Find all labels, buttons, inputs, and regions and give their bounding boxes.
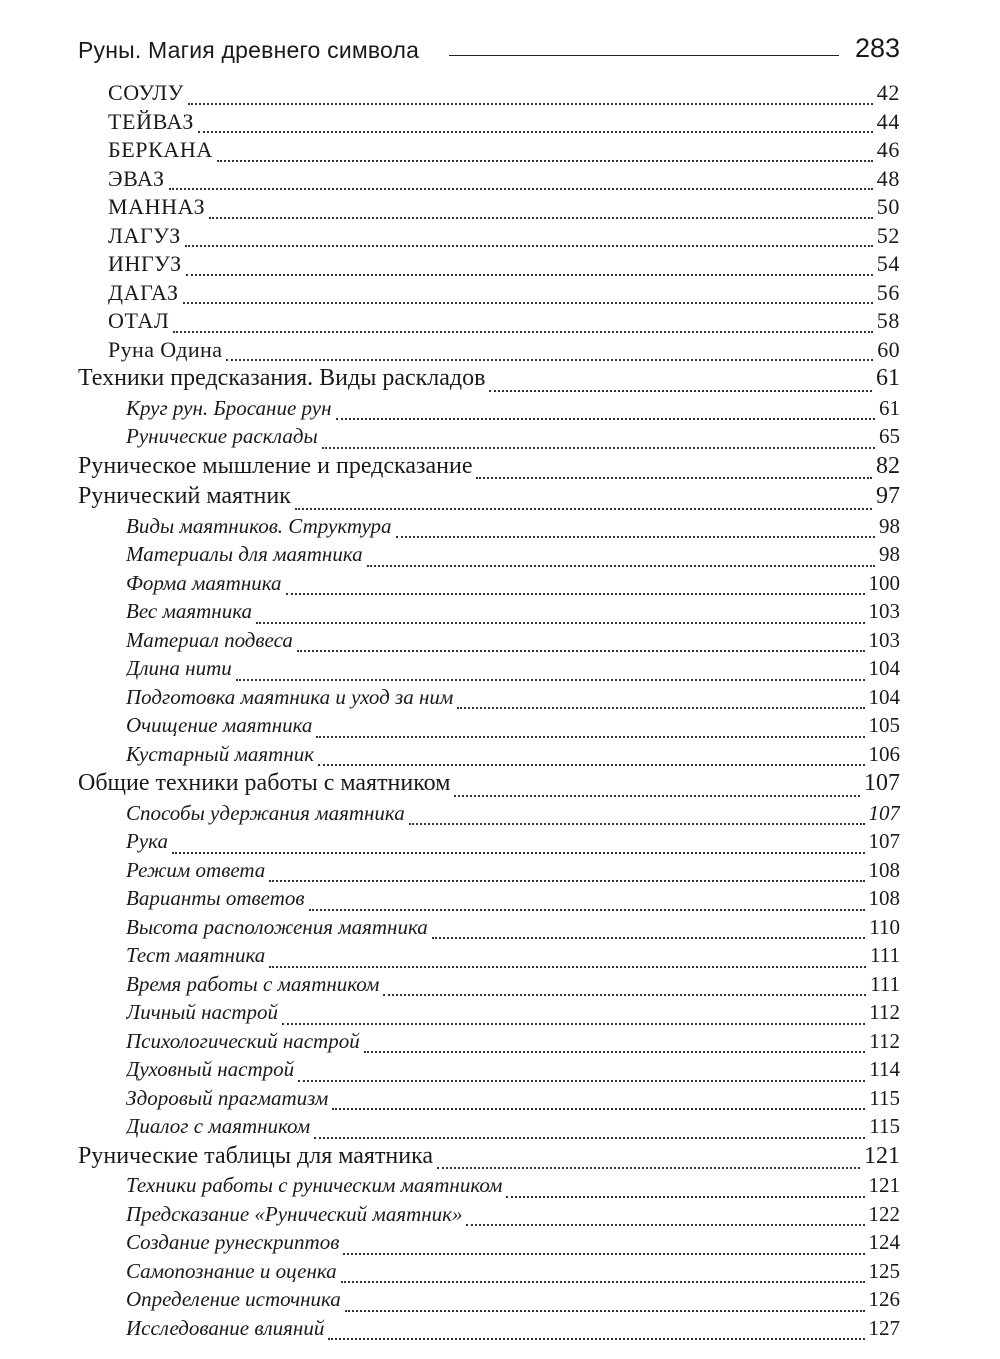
dot-leader	[367, 544, 875, 567]
toc-entry-page: 111	[870, 943, 900, 967]
toc-entry-page: 122	[868, 1201, 900, 1226]
toc-entry-page: 108	[868, 886, 900, 910]
toc-entry-title: Личный настрой	[126, 1000, 279, 1024]
dot-leader	[186, 252, 873, 276]
toc-entry[interactable]	[108, 308, 900, 337]
toc-entry-title: Самопознание и оценка	[126, 1258, 337, 1283]
dot-leader	[169, 166, 873, 190]
toc-entry[interactable]	[126, 1086, 900, 1115]
toc-entry[interactable]	[126, 1202, 900, 1231]
toc-entry-page: 107	[864, 770, 900, 796]
toc-entry[interactable]	[108, 194, 900, 223]
toc-entry-page: 61	[879, 395, 900, 420]
toc-entry-title: Рука	[126, 829, 168, 853]
toc-entry-title: Форма маятника	[126, 570, 282, 595]
toc-entry[interactable]	[126, 1230, 900, 1259]
toc-entry-title: Руна Одина	[108, 336, 223, 362]
dot-leader	[198, 109, 873, 133]
toc-entry-page: 125	[868, 1258, 900, 1283]
toc-entry[interactable]	[126, 1029, 900, 1058]
toc-entry[interactable]	[126, 1173, 900, 1202]
toc-entry-page: 44	[876, 108, 900, 134]
toc-entry[interactable]	[108, 337, 900, 366]
page-number: 283	[854, 33, 900, 63]
toc-entry-page: 112	[869, 1000, 900, 1024]
toc-entry-title: Способы удержания маятника	[126, 800, 405, 825]
toc-entry-title: Время работы с маятником	[126, 971, 380, 996]
dot-leader	[322, 426, 875, 449]
toc-entry-page: 61	[876, 365, 900, 391]
toc-entry[interactable]	[126, 801, 900, 830]
toc-entry[interactable]	[126, 858, 900, 887]
toc-entry-page: 103	[868, 599, 900, 623]
toc-entry-page: 100	[868, 570, 900, 595]
toc-entry[interactable]	[126, 1000, 900, 1029]
toc-entry[interactable]	[126, 396, 900, 425]
toc-entry-title: Создание рунескриптов	[126, 1230, 340, 1254]
dot-leader	[364, 1030, 866, 1053]
toc-entry-page: 60	[877, 336, 900, 362]
dot-leader	[236, 658, 865, 681]
toc-entry-title: ТЕЙВАЗ	[108, 108, 195, 134]
toc-entry[interactable]	[126, 1316, 900, 1345]
toc-entry-page: 121	[868, 1173, 900, 1197]
toc-entry[interactable]	[126, 599, 900, 628]
toc-entry-title: ЭВАЗ	[108, 165, 165, 191]
toc-entry[interactable]	[126, 943, 900, 972]
toc-entry[interactable]	[126, 656, 900, 685]
toc-entry-page: 115	[869, 1085, 900, 1110]
toc-entry[interactable]	[78, 453, 900, 484]
dot-leader	[256, 601, 865, 624]
toc-entry-page: 98	[879, 542, 900, 566]
toc-entry-page: 108	[868, 857, 900, 882]
toc-entry-title: Высота расположения маятника	[126, 914, 428, 939]
toc-entry-title: Виды маятников. Структура	[126, 513, 392, 538]
dot-leader	[489, 366, 872, 392]
toc-entry-page: 104	[868, 684, 900, 709]
dot-leader	[432, 916, 866, 939]
toc-entry-page: 82	[876, 452, 900, 479]
dot-leader	[298, 1059, 865, 1082]
toc-entry[interactable]	[108, 166, 900, 195]
toc-entry-page: 115	[869, 1114, 900, 1138]
dot-leader	[454, 771, 860, 797]
toc-entry-page: 42	[876, 80, 900, 105]
toc-entry[interactable]	[78, 483, 900, 514]
running-header	[78, 24, 900, 64]
toc-entry[interactable]	[126, 1287, 900, 1316]
dot-leader	[476, 453, 872, 479]
toc-entry-page: 114	[869, 1057, 900, 1081]
dot-leader	[345, 1289, 865, 1312]
toc-entry-page: 127	[868, 1315, 900, 1340]
toc-entry-title: МАННАЗ	[108, 194, 206, 219]
toc-entry-page: 54	[876, 251, 900, 276]
toc-entry-page: 110	[869, 914, 900, 939]
header-rule	[449, 55, 839, 56]
toc-entry-page: 106	[868, 741, 900, 766]
dot-leader	[209, 195, 873, 219]
dot-leader	[506, 1175, 864, 1198]
toc-entry[interactable]	[126, 685, 900, 714]
toc-entry[interactable]	[126, 1259, 900, 1288]
toc-entry-page: 98	[879, 513, 900, 538]
toc-entry[interactable]	[126, 713, 900, 742]
toc-entry-title: Психологический настрой	[126, 1028, 360, 1053]
dot-leader	[185, 223, 873, 247]
toc-entry-page: 50	[876, 194, 900, 219]
dot-leader	[332, 1087, 865, 1110]
toc-entry-title: Подготовка маятника и уход за ним	[126, 684, 454, 709]
toc-entry[interactable]	[78, 365, 900, 396]
toc-entry-title: Рунические расклады	[126, 424, 318, 448]
toc-entry-title: Диалог с маятником	[126, 1114, 311, 1138]
dot-leader	[396, 515, 875, 538]
toc-entry-title: Духовный настрой	[126, 1057, 295, 1081]
toc-entry[interactable]	[126, 915, 900, 944]
toc-entry-title: Вес маятника	[126, 599, 252, 623]
toc-entry[interactable]	[126, 628, 900, 657]
toc-entry-title: Очищение маятника	[126, 713, 313, 737]
toc-entry[interactable]	[126, 972, 900, 1001]
toc-entry-page: 104	[868, 656, 900, 680]
dot-leader	[282, 1002, 865, 1025]
toc-entry-title: Круг рун. Бросание рун	[126, 395, 332, 420]
dot-leader	[318, 743, 864, 766]
toc-entry[interactable]	[126, 542, 900, 571]
dot-leader	[466, 1203, 864, 1226]
toc-entry-page: 97	[876, 483, 900, 509]
toc-entry-title: Исследование влияний	[126, 1315, 325, 1340]
toc-entry-page: 105	[868, 713, 900, 737]
toc-entry-page: 58	[876, 308, 900, 333]
toc-entry-title: ЛАГУЗ	[108, 222, 181, 248]
toc-entry-title: Режим ответа	[126, 857, 266, 882]
dot-leader	[314, 1116, 865, 1139]
dot-leader	[383, 973, 866, 996]
dot-leader	[183, 280, 873, 304]
dot-leader	[437, 1143, 860, 1169]
dot-leader	[328, 1317, 864, 1340]
toc-entry[interactable]	[108, 223, 900, 252]
dot-leader	[269, 945, 866, 968]
toc-entry[interactable]	[108, 137, 900, 166]
toc-entry-title: Тест маятника	[126, 943, 266, 967]
toc-entry-page: 126	[868, 1287, 900, 1311]
toc-entry[interactable]	[108, 109, 900, 138]
toc-entry-title: Длина нити	[126, 656, 232, 680]
dot-leader	[217, 138, 873, 162]
toc-entry-title: ИНГУЗ	[108, 251, 182, 276]
toc-entry[interactable]	[78, 770, 900, 801]
running-title: Руны. Магия древнего символа	[78, 37, 420, 63]
toc-entry-page: 48	[876, 165, 900, 191]
dot-leader	[457, 686, 864, 709]
toc-entry[interactable]	[126, 742, 900, 771]
dot-leader	[409, 802, 865, 825]
toc-entry[interactable]	[108, 251, 900, 280]
dot-leader	[172, 831, 865, 854]
dot-leader	[343, 1232, 864, 1255]
toc-entry[interactable]	[126, 1057, 900, 1086]
dot-leader	[336, 397, 875, 420]
table-of-contents	[0, 80, 1000, 1344]
toc-entry[interactable]	[126, 424, 900, 453]
toc-entry[interactable]	[126, 886, 900, 915]
toc-entry-title: ДАГАЗ	[108, 279, 179, 305]
toc-entry-title: ОТАЛ	[108, 308, 170, 333]
dot-leader	[341, 1260, 865, 1283]
toc-entry-page: 52	[876, 222, 900, 248]
toc-entry[interactable]	[126, 571, 900, 600]
toc-entry-page: 111	[870, 971, 900, 996]
toc-entry-title: Предсказание «Рунический маятник»	[126, 1201, 463, 1226]
dot-leader	[286, 572, 865, 595]
toc-entry-title: Кустарный маятник	[126, 741, 315, 766]
toc-entry-page: 103	[868, 627, 900, 652]
toc-entry-title: Рунические таблицы для маятника	[78, 1142, 434, 1169]
toc-entry-title: СОУЛУ	[108, 80, 184, 105]
toc-entry-page: 124	[868, 1230, 900, 1254]
toc-entry-title: БЕРКАНА	[108, 137, 213, 162]
toc-entry[interactable]	[126, 514, 900, 543]
toc-entry[interactable]	[108, 280, 900, 309]
toc-entry-title: Руническое мышление и предсказание	[78, 452, 473, 479]
toc-entry-title: Рунический маятник	[78, 483, 291, 509]
toc-entry-title: Варианты ответов	[126, 886, 305, 910]
dot-leader	[226, 337, 873, 361]
toc-entry-title: Общие техники работы с маятником	[78, 770, 451, 796]
toc-entry-title: Материал подвеса	[126, 627, 293, 652]
toc-entry-page: 121	[864, 1142, 900, 1169]
toc-entry-title: Здоровый прагматизм	[126, 1085, 329, 1110]
toc-entry-page: 107	[868, 800, 900, 825]
toc-entry[interactable]	[108, 80, 900, 109]
toc-entry-page: 65	[879, 424, 900, 448]
dot-leader	[188, 81, 873, 105]
dot-leader	[309, 888, 865, 911]
dot-leader	[297, 629, 865, 652]
toc-entry-page: 56	[876, 279, 900, 305]
dot-leader	[316, 715, 864, 738]
toc-entry-page: 46	[876, 137, 900, 162]
toc-entry[interactable]	[126, 829, 900, 858]
dot-leader	[295, 484, 872, 510]
toc-entry-title: Материалы для маятника	[126, 542, 363, 566]
dot-leader	[173, 309, 872, 333]
toc-entry-title: Техники предсказания. Виды раскладов	[78, 365, 486, 391]
toc-entry[interactable]	[126, 1114, 900, 1143]
toc-entry-page: 107	[868, 829, 900, 853]
toc-entry-title: Определение источника	[126, 1287, 341, 1311]
dot-leader	[269, 859, 864, 882]
toc-entry-page: 112	[869, 1028, 900, 1053]
toc-entry[interactable]	[78, 1143, 900, 1174]
toc-entry-title: Техники работы с руническим маятником	[126, 1173, 503, 1197]
